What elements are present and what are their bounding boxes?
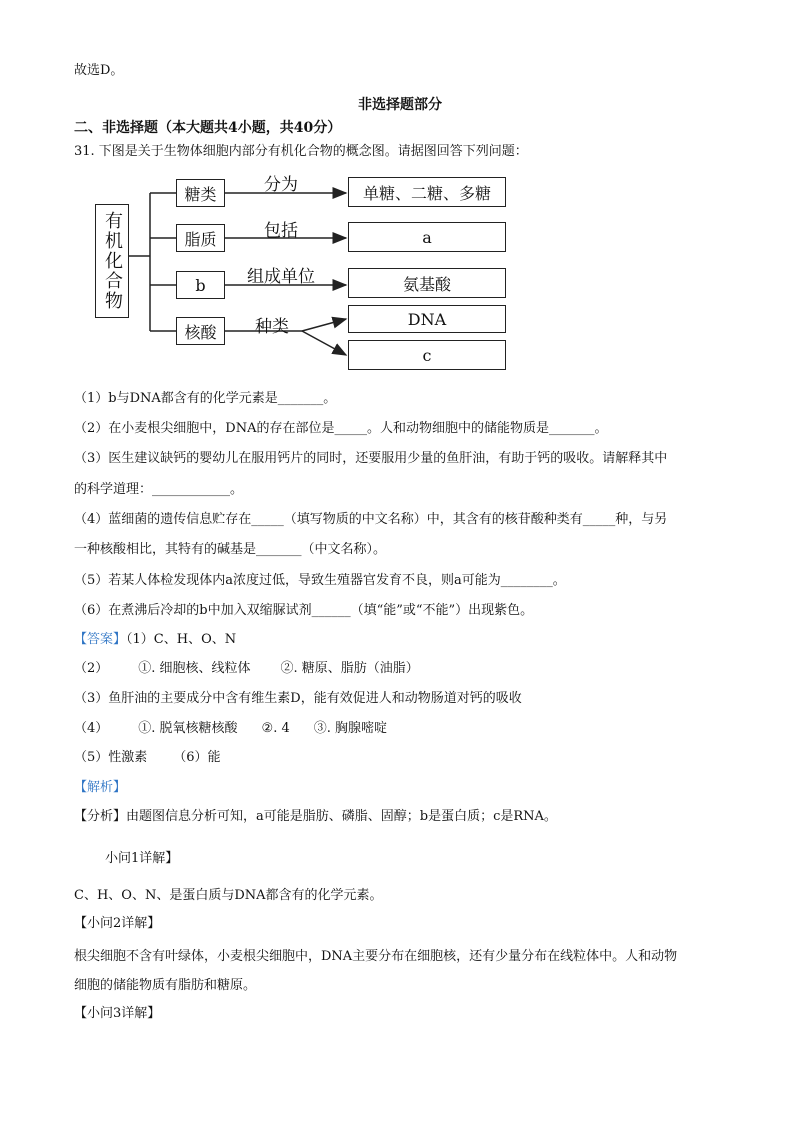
answer-line-2 xyxy=(74,660,419,678)
question-3-line1: （3）医生建议缺钙的婴幼儿在服用钙片的同时，还要服用少量的鱼肝油，有助于钙的吸收。请解释其中 xyxy=(74,451,668,466)
section-title: 非选择题部分 xyxy=(358,97,442,113)
target-a: a xyxy=(348,222,506,252)
question-3-line2: 的科学道理：____________。 xyxy=(74,482,244,497)
target-sugar-types: 单糖、二糖、多糖 xyxy=(348,177,506,207)
relation-label: 组成单位 xyxy=(247,267,315,287)
answer-1: （1）C、H、O、N xyxy=(126,632,237,647)
node-sugars: 糖类 xyxy=(176,179,225,207)
question-31-intro: 31. 下图是关于生物体细胞内部分有机化合物的概念图。请据图回答下列问题： xyxy=(74,144,528,159)
root-node: 有机化合物 xyxy=(95,204,129,318)
answer-2-number: （2） xyxy=(74,661,109,676)
answer-6: （6）能 xyxy=(173,750,221,765)
relation-label: 种类 xyxy=(255,317,289,337)
answer-5: （5）性激素 xyxy=(74,750,148,765)
node-b: b xyxy=(176,271,225,299)
sub-question-2-text-line1: 根尖细胞不含有叶绿体，小麦根尖细胞中，DNA主要分布在细胞核，还有少量分布在线粒体中。人和动物 xyxy=(74,949,678,964)
question-1: （1）b与DNA都含有的化学元素是_______。 xyxy=(74,391,337,406)
question-2: （2）在小麦根尖细胞中，DNA的存在部位是_____。人和动物细胞中的储能物质是_______。 xyxy=(74,421,608,436)
answer-line-4 xyxy=(74,720,387,738)
analysis-tag: 【解析】 xyxy=(74,780,127,795)
answer-3: （3）鱼肝油的主要成分中含有维生素D，能有效促进人和动物肠道对钙的吸收 xyxy=(74,691,522,706)
answer-line-1 xyxy=(74,631,236,649)
analysis-summary: 【分析】由题图信息分析可知，a可能是脂肪、磷脂、固醇；b是蛋白质；c是RNA。 xyxy=(74,809,557,824)
target-c: c xyxy=(348,340,506,370)
prev-answer: 故选D。 xyxy=(74,63,124,78)
answer-4-number: （4） xyxy=(74,721,109,736)
sub-question-2-title: 【小问2详解】 xyxy=(74,916,161,931)
relation-label: 包括 xyxy=(264,221,298,241)
question-4-line1: （4）蓝细菌的遗传信息贮存在_____（填写物质的中文名称）中，其含有的核苷酸种类有_____种，与另 xyxy=(74,512,668,527)
question-6: （6）在煮沸后冷却的b中加入双缩脲试剂______（填“能”或“不能”）出现紫色。 xyxy=(74,603,534,618)
sub-question-2-text-line2: 细胞的储能物质有脂肪和糖原。 xyxy=(74,978,257,993)
relation-label: 分为 xyxy=(264,175,298,195)
question-5: （5）若某人体检发现体内a浓度过低，导致生殖器官发育不良，则a可能为________。 xyxy=(74,573,566,588)
target-amino-acid: 氨基酸 xyxy=(348,268,506,298)
sub-question-1-text: C、H、O、N、是蛋白质与DNA都含有的化学元素。 xyxy=(74,888,383,903)
answer-4-part-3: ③. 胸腺嘧啶 xyxy=(313,721,388,736)
question-4-line2: 一种核酸相比，其特有的碱基是_______（中文名称）。 xyxy=(74,542,387,557)
answer-2-part-2: ②. 糖原、脂肪（油脂） xyxy=(280,661,419,676)
sub-question-3-title: 【小问3详解】 xyxy=(74,1006,161,1021)
target-dna: DNA xyxy=(348,305,506,333)
answer-line-5 xyxy=(74,749,221,767)
node-nucleic-acid: 核酸 xyxy=(176,317,225,345)
node-lipids: 脂质 xyxy=(176,224,225,252)
answer-2-part-1: ①. 细胞核、线粒体 xyxy=(138,661,251,676)
sub-question-1-title: 小问1详解】 xyxy=(105,851,179,866)
concept-diagram xyxy=(92,168,522,378)
answer-4-part-2: ②. 4 xyxy=(261,721,290,736)
section-heading: 二、非选择题（本大题共4小题，共40分） xyxy=(74,120,342,136)
answer-tag: 【答案】 xyxy=(74,632,127,647)
answer-4-part-1: ①. 脱氧核糖核酸 xyxy=(138,721,238,736)
